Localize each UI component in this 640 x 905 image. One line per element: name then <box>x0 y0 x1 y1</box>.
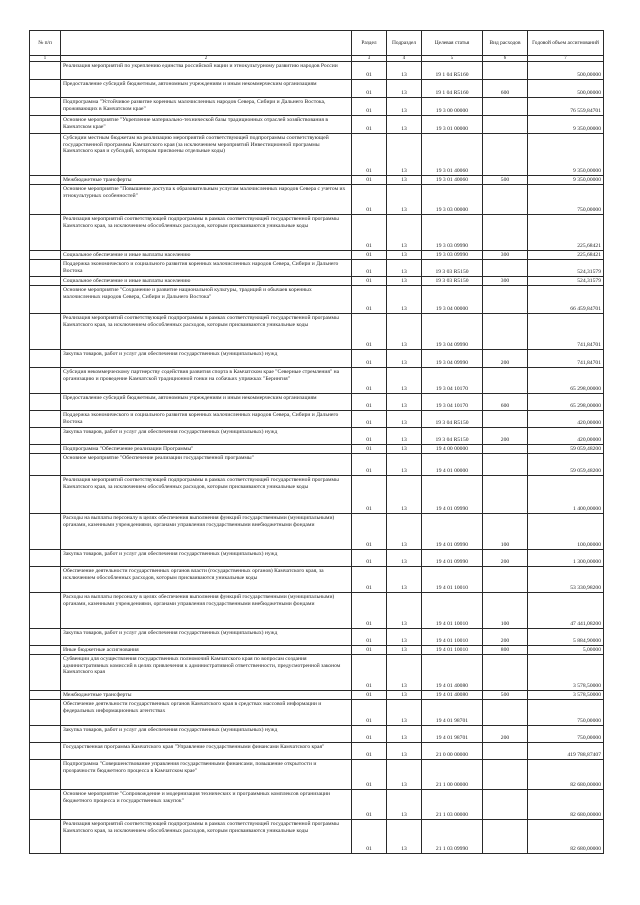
row-podrazdel-cell: 13 <box>387 629 422 646</box>
row-statya-cell: 19 3 03 09990 <box>422 215 483 251</box>
table-row <box>30 286 604 314</box>
table-row <box>30 629 604 646</box>
row-sum-cell: 65 298,00000 <box>528 368 604 394</box>
row-sum-cell: 3 578,50000 <box>528 691 604 700</box>
row-podrazdel-cell: 13 <box>387 80 422 98</box>
row-name-cell: Закупка товаров, работ и услуг для обеспечения государственных (муниципальных) нужд <box>61 428 352 445</box>
table-row <box>30 314 604 350</box>
row-name-cell: Подпрограмма "Обеспечение реализации Программы" <box>61 445 352 454</box>
row-vid-cell <box>483 790 528 820</box>
row-statya-cell: 19 3 04 10170 <box>422 368 483 394</box>
row-name-cell: Обеспечение деятельности государственных органов власти (государственных органов) Камчатского края, за исключением обособленных расходов, которым присваиваются уникальные коды <box>61 567 352 593</box>
budget-table <box>29 30 604 854</box>
row-number-cell <box>30 286 61 314</box>
row-number-cell <box>30 277 61 286</box>
row-number-cell <box>30 760 61 790</box>
table-row <box>30 567 604 593</box>
table-row <box>30 62 604 80</box>
row-statya-cell: 21 1 03 09990 <box>422 820 483 854</box>
row-podrazdel-cell: 13 <box>387 368 422 394</box>
row-statya-cell: 19 4 01 40080 <box>422 655 483 691</box>
row-name-cell: Иные бюджетные ассигнования <box>61 646 352 655</box>
row-name-cell: Социальное обеспечение и иные выплаты населению <box>61 251 352 260</box>
row-razdel-cell: 01 <box>352 700 387 726</box>
row-sum-cell: 225,68421 <box>528 251 604 260</box>
row-statya-cell: 19 3 01 40060 <box>422 176 483 185</box>
row-statya-cell: 19 3 04 00000 <box>422 286 483 314</box>
table-row <box>30 116 604 134</box>
row-podrazdel-cell: 13 <box>387 350 422 368</box>
row-sum-cell: 524,31579 <box>528 260 604 277</box>
row-name-cell: Субсидия некоммерческому партнерству содействия развития спорта в Камчатском крае "Северные стремления" на организацию и проведение Камчатской традиционной гонки на собачьих упряжках "Берингия" <box>61 368 352 394</box>
row-statya-cell: 19 3 04 09990 <box>422 314 483 350</box>
row-number-cell <box>30 215 61 251</box>
row-vid-cell <box>483 286 528 314</box>
row-razdel-cell: 01 <box>352 629 387 646</box>
table-row <box>30 260 604 277</box>
table-row <box>30 350 604 368</box>
row-sum-cell: 3 578,50000 <box>528 655 604 691</box>
row-name-cell: Субвенции для осуществления государственных полномочий Камчатского края по вопросам создания административных комиссий в целях привлечения к административной ответственности, предусмотренной законом Камчатского края <box>61 655 352 691</box>
table-row <box>30 743 604 760</box>
row-name-cell: Реализация мероприятий соответствующей подпрограммы в рамках соответствующей государственной программы Камчатского края, за исключением обособленных расходов, которым присваиваются уникальные коды <box>61 215 352 251</box>
row-name-cell: Расходы на выплаты персоналу в целях обеспечения выполнения функций государственными (муниципальными) органами, казенными учреждениями, органами управления государственными внебюджетными фондами <box>61 593 352 629</box>
row-statya-cell: 19 3 01 40060 <box>422 134 483 176</box>
row-number-cell <box>30 820 61 854</box>
row-podrazdel-cell: 13 <box>387 62 422 80</box>
row-vid-cell: 200 <box>483 428 528 445</box>
row-statya-cell: 21 1 03 00000 <box>422 790 483 820</box>
row-name-cell: Основное мероприятие "Сопровождение и модернизация технических и программных комплексов организации бюджетного процесса и государственных закупок" <box>61 790 352 820</box>
row-podrazdel-cell: 13 <box>387 411 422 428</box>
table-row <box>30 368 604 394</box>
row-podrazdel-cell: 13 <box>387 514 422 550</box>
column-number: 3 <box>352 56 387 62</box>
row-podrazdel-cell: 13 <box>387 760 422 790</box>
header-name <box>61 31 352 56</box>
row-number-cell <box>30 368 61 394</box>
column-number: 5 <box>422 56 483 62</box>
row-statya-cell: 19 4 01 09990 <box>422 550 483 567</box>
row-statya-cell: 19 1 04 R5160 <box>422 80 483 98</box>
row-vid-cell: 200 <box>483 726 528 743</box>
row-number-cell <box>30 116 61 134</box>
row-statya-cell: 19 3 04 10170 <box>422 394 483 411</box>
row-number-cell <box>30 691 61 700</box>
row-name-cell: Предоставление субсидий бюджетным, автономным учреждениям и иным некоммерческим организациям <box>61 394 352 411</box>
row-statya-cell: 21 1 00 00000 <box>422 760 483 790</box>
row-sum-cell: 47 441,08200 <box>528 593 604 629</box>
row-vid-cell <box>483 445 528 454</box>
row-razdel-cell: 01 <box>352 454 387 476</box>
row-sum-cell: 82 680,00000 <box>528 760 604 790</box>
row-sum-cell: 420,00000 <box>528 411 604 428</box>
row-sum-cell: 65 298,00000 <box>528 394 604 411</box>
row-name-cell: Межбюджетные трансферты <box>61 176 352 185</box>
row-vid-cell: 300 <box>483 277 528 286</box>
row-statya-cell: 19 4 01 10010 <box>422 593 483 629</box>
row-sum-cell: 1 300,00000 <box>528 550 604 567</box>
row-vid-cell <box>483 476 528 514</box>
row-name-cell: Закупка товаров, работ и услуг для обеспечения государственных (муниципальных) нужд <box>61 629 352 646</box>
row-vid-cell: 600 <box>483 394 528 411</box>
row-vid-cell <box>483 760 528 790</box>
row-statya-cell: 19 4 00 00000 <box>422 445 483 454</box>
row-podrazdel-cell: 13 <box>387 394 422 411</box>
row-number-cell <box>30 514 61 550</box>
row-number-cell <box>30 550 61 567</box>
row-statya-cell: 19 4 01 00000 <box>422 454 483 476</box>
table-row <box>30 726 604 743</box>
row-name-cell: Подпрограмма "Совершенствование управления государственными финансами, повышение открытости и прозрачности бюджетного процесса в Камчатском крае" <box>61 760 352 790</box>
row-sum-cell: 1 400,00000 <box>528 476 604 514</box>
row-razdel-cell: 01 <box>352 820 387 854</box>
row-sum-cell: 66 459,84701 <box>528 286 604 314</box>
row-vid-cell <box>483 116 528 134</box>
row-vid-cell <box>483 655 528 691</box>
row-razdel-cell: 01 <box>352 411 387 428</box>
row-podrazdel-cell: 13 <box>387 134 422 176</box>
row-sum-cell: 524,31579 <box>528 277 604 286</box>
row-razdel-cell: 01 <box>352 726 387 743</box>
row-sum-cell: 100,00000 <box>528 514 604 550</box>
table-row <box>30 134 604 176</box>
row-sum-cell: 76 559,84701 <box>528 98 604 116</box>
row-podrazdel-cell: 13 <box>387 743 422 760</box>
row-podrazdel-cell: 13 <box>387 691 422 700</box>
row-name-cell: Реализация мероприятий соответствующей подпрограммы в рамках соответствующей государственной программы Камчатского края, за исключением обособленных расходов, которым присваиваются уникальные коды <box>61 314 352 350</box>
row-statya-cell: 19 4 01 98701 <box>422 726 483 743</box>
table-row <box>30 550 604 567</box>
row-sum-cell: 500,00000 <box>528 80 604 98</box>
table-row <box>30 185 604 215</box>
table-row <box>30 394 604 411</box>
row-podrazdel-cell: 13 <box>387 260 422 277</box>
row-sum-cell: 9 350,00000 <box>528 134 604 176</box>
row-razdel-cell: 01 <box>352 116 387 134</box>
table-row <box>30 98 604 116</box>
row-statya-cell: 19 4 01 98701 <box>422 700 483 726</box>
row-podrazdel-cell: 13 <box>387 215 422 251</box>
table-row <box>30 277 604 286</box>
row-razdel-cell: 01 <box>352 368 387 394</box>
row-vid-cell <box>483 62 528 80</box>
row-name-cell: Реализация мероприятий соответствующей подпрограммы в рамках соответствующей государственной программы Камчатского края, за исключением обособленных расходов, которым присваиваются уникальные коды <box>61 476 352 514</box>
table-header-row <box>30 31 604 56</box>
table-row <box>30 646 604 655</box>
table-row <box>30 80 604 98</box>
row-number-cell <box>30 394 61 411</box>
row-razdel-cell: 01 <box>352 514 387 550</box>
row-podrazdel-cell: 13 <box>387 428 422 445</box>
column-number: 6 <box>483 56 528 62</box>
row-razdel-cell: 01 <box>352 314 387 350</box>
table-row <box>30 476 604 514</box>
row-sum-cell: 82 680,00000 <box>528 790 604 820</box>
row-name-cell: Государственная программа Камчатского края "Управление государственными финансами Камчатского края" <box>61 743 352 760</box>
row-name-cell: Основное мероприятие "Обеспечение реализации государственной программы" <box>61 454 352 476</box>
row-name-cell: Закупка товаров, работ и услуг для обеспечения государственных (муниципальных) нужд <box>61 350 352 368</box>
column-number: 4 <box>387 56 422 62</box>
header-number: № п/п <box>30 31 61 56</box>
table-row <box>30 593 604 629</box>
row-number-cell <box>30 593 61 629</box>
column-number: 1 <box>30 56 61 62</box>
row-name-cell: Закупка товаров, работ и услуг для обеспечения государственных (муниципальных) нужд <box>61 550 352 567</box>
row-number-cell <box>30 445 61 454</box>
row-razdel-cell: 01 <box>352 445 387 454</box>
row-razdel-cell: 01 <box>352 593 387 629</box>
row-sum-cell: 5 884,90000 <box>528 629 604 646</box>
row-razdel-cell: 01 <box>352 760 387 790</box>
row-name-cell: Основное мероприятие "Повышение доступа к образовательным услугам малочисленных народов Севера с учетом их этнокультурных особенностей" <box>61 185 352 215</box>
row-vid-cell: 100 <box>483 593 528 629</box>
row-razdel-cell: 01 <box>352 98 387 116</box>
row-name-cell: Предоставление субсидий бюджетным, автономным учреждениям и иным некоммерческим организациям <box>61 80 352 98</box>
row-vid-cell <box>483 134 528 176</box>
row-razdel-cell: 01 <box>352 394 387 411</box>
row-sum-cell: 750,00000 <box>528 185 604 215</box>
header-razdel: Раздел <box>352 31 387 56</box>
row-number-cell <box>30 700 61 726</box>
row-number-cell <box>30 350 61 368</box>
row-number-cell <box>30 629 61 646</box>
row-vid-cell: 500 <box>483 176 528 185</box>
row-statya-cell: 19 3 04 R5150 <box>422 411 483 428</box>
row-podrazdel-cell: 13 <box>387 550 422 567</box>
row-vid-cell <box>483 215 528 251</box>
row-statya-cell: 19 4 01 10010 <box>422 567 483 593</box>
row-number-cell <box>30 134 61 176</box>
row-vid-cell <box>483 98 528 116</box>
column-number: 2 <box>61 56 352 62</box>
header-podrazdel: Подраздел <box>387 31 422 56</box>
row-vid-cell <box>483 314 528 350</box>
row-sum-cell: 9 350,00000 <box>528 176 604 185</box>
row-number-cell <box>30 428 61 445</box>
table-row <box>30 428 604 445</box>
row-sum-cell: 9 350,00000 <box>528 116 604 134</box>
row-vid-cell <box>483 454 528 476</box>
row-name-cell: Социальное обеспечение и иные выплаты населению <box>61 277 352 286</box>
row-number-cell <box>30 646 61 655</box>
row-razdel-cell: 01 <box>352 215 387 251</box>
row-statya-cell: 21 0 00 00000 <box>422 743 483 760</box>
table-row <box>30 411 604 428</box>
row-vid-cell: 800 <box>483 646 528 655</box>
table-row <box>30 454 604 476</box>
row-sum-cell: 750,00000 <box>528 700 604 726</box>
row-sum-cell: 5,00000 <box>528 646 604 655</box>
table-row <box>30 251 604 260</box>
row-vid-cell <box>483 411 528 428</box>
row-razdel-cell: 01 <box>352 185 387 215</box>
row-vid-cell: 200 <box>483 350 528 368</box>
header-sum: Годовой объем ассигнований <box>528 31 604 56</box>
row-vid-cell <box>483 185 528 215</box>
row-podrazdel-cell: 13 <box>387 820 422 854</box>
row-razdel-cell: 01 <box>352 176 387 185</box>
row-podrazdel-cell: 13 <box>387 726 422 743</box>
table-row <box>30 820 604 854</box>
row-podrazdel-cell: 13 <box>387 286 422 314</box>
row-number-cell <box>30 655 61 691</box>
row-vid-cell: 200 <box>483 629 528 646</box>
column-number: 7 <box>528 56 604 62</box>
row-statya-cell: 19 4 01 09990 <box>422 476 483 514</box>
row-name-cell: Закупка товаров, работ и услуг для обеспечения государственных (муниципальных) нужд <box>61 726 352 743</box>
row-name-cell: Основное мероприятие "Укрепление материально-технической базы традиционных отраслей хозяйствования в Камчатском крае" <box>61 116 352 134</box>
row-podrazdel-cell: 13 <box>387 98 422 116</box>
row-vid-cell: 300 <box>483 251 528 260</box>
row-podrazdel-cell: 13 <box>387 176 422 185</box>
row-podrazdel-cell: 13 <box>387 593 422 629</box>
row-sum-cell: 53 330,98200 <box>528 567 604 593</box>
row-vid-cell <box>483 567 528 593</box>
row-number-cell <box>30 251 61 260</box>
header-statya: Целевая статья <box>422 31 483 56</box>
row-razdel-cell: 01 <box>352 350 387 368</box>
row-vid-cell: 100 <box>483 514 528 550</box>
row-number-cell <box>30 98 61 116</box>
row-razdel-cell: 01 <box>352 567 387 593</box>
row-name-cell: Межбюджетные трансферты <box>61 691 352 700</box>
row-statya-cell: 19 3 01 00000 <box>422 116 483 134</box>
row-number-cell <box>30 454 61 476</box>
row-razdel-cell: 01 <box>352 134 387 176</box>
row-podrazdel-cell: 13 <box>387 185 422 215</box>
row-sum-cell: 59 059,48200 <box>528 445 604 454</box>
row-podrazdel-cell: 13 <box>387 700 422 726</box>
row-number-cell <box>30 314 61 350</box>
row-number-cell <box>30 411 61 428</box>
table-body <box>30 62 604 854</box>
row-podrazdel-cell: 13 <box>387 655 422 691</box>
row-podrazdel-cell: 13 <box>387 314 422 350</box>
row-razdel-cell: 01 <box>352 62 387 80</box>
row-vid-cell: 500 <box>483 691 528 700</box>
row-statya-cell: 19 4 01 10010 <box>422 646 483 655</box>
row-name-cell: Реализация мероприятий по укреплению единства российской нации и этнокультурному развитию народов России <box>61 62 352 80</box>
row-statya-cell: 19 4 01 40080 <box>422 691 483 700</box>
row-sum-cell: 500,00000 <box>528 62 604 80</box>
row-number-cell <box>30 567 61 593</box>
row-name-cell: Поддержка экономического и социального развития коренных малочисленных народов Севера, Сибири и Дальнего Востока <box>61 411 352 428</box>
table-row <box>30 514 604 550</box>
row-sum-cell: 741,84701 <box>528 314 604 350</box>
row-name-cell: Реализация мероприятий соответствующей подпрограммы в рамках соответствующей государственной программы Камчатского края, за исключением обособленных расходов, которым присваиваются уникальные коды <box>61 820 352 854</box>
row-name-cell: Обеспечение деятельности государственных органов Камчатского края в средствах массовой информации и федеральных информационных агентствах <box>61 700 352 726</box>
row-podrazdel-cell: 13 <box>387 277 422 286</box>
row-number-cell <box>30 62 61 80</box>
row-sum-cell: 59 059,48200 <box>528 454 604 476</box>
table-row <box>30 700 604 726</box>
row-name-cell: Поддержка экономического и социального развития коренных малочисленных народов Севера, Сибири и Дальнего Востока <box>61 260 352 277</box>
row-sum-cell: 420,00000 <box>528 428 604 445</box>
table-row <box>30 760 604 790</box>
row-podrazdel-cell: 13 <box>387 116 422 134</box>
row-vid-cell <box>483 260 528 277</box>
row-podrazdel-cell: 13 <box>387 646 422 655</box>
row-statya-cell: 19 3 03 09990 <box>422 251 483 260</box>
row-statya-cell: 19 3 03 R5150 <box>422 277 483 286</box>
row-podrazdel-cell: 13 <box>387 476 422 514</box>
row-podrazdel-cell: 13 <box>387 251 422 260</box>
row-sum-cell: 741,84701 <box>528 350 604 368</box>
row-podrazdel-cell: 13 <box>387 567 422 593</box>
row-sum-cell: 419 788,87407 <box>528 743 604 760</box>
row-statya-cell: 19 3 03 00000 <box>422 185 483 215</box>
row-number-cell <box>30 176 61 185</box>
table-row <box>30 691 604 700</box>
row-number-cell <box>30 80 61 98</box>
row-number-cell <box>30 260 61 277</box>
row-vid-cell: 200 <box>483 550 528 567</box>
row-podrazdel-cell: 13 <box>387 445 422 454</box>
row-vid-cell: 600 <box>483 80 528 98</box>
header-vid: Вид расходов <box>483 31 528 56</box>
row-statya-cell: 19 3 04 09990 <box>422 350 483 368</box>
row-vid-cell <box>483 700 528 726</box>
row-number-cell <box>30 185 61 215</box>
row-razdel-cell: 01 <box>352 655 387 691</box>
row-podrazdel-cell: 13 <box>387 790 422 820</box>
row-sum-cell: 225,68421 <box>528 215 604 251</box>
row-podrazdel-cell: 13 <box>387 454 422 476</box>
row-razdel-cell: 01 <box>352 260 387 277</box>
row-razdel-cell: 01 <box>352 80 387 98</box>
row-statya-cell: 19 3 04 R5150 <box>422 428 483 445</box>
row-statya-cell: 19 4 01 10010 <box>422 629 483 646</box>
row-statya-cell: 19 3 03 R5150 <box>422 260 483 277</box>
row-razdel-cell: 01 <box>352 251 387 260</box>
table-row <box>30 176 604 185</box>
row-razdel-cell: 01 <box>352 691 387 700</box>
row-name-cell: Субсидии местным бюджетам на реализацию мероприятий соответствующей подпрограммы соответствующей государственной программы Камчатского края (за исключением мероприятий Инвестиционной программы Камчатского края и субсидий, которым присвоены отдельные коды) <box>61 134 352 176</box>
table-row <box>30 445 604 454</box>
row-name-cell: Подпрограмма "Устойчивое развитие коренных малочисленных народов Севера, Сибири и Дальнего Востока, проживающих в Камчатском крае" <box>61 98 352 116</box>
row-razdel-cell: 01 <box>352 743 387 760</box>
budget-table-page <box>29 30 603 876</box>
row-razdel-cell: 01 <box>352 790 387 820</box>
row-statya-cell: 19 1 04 R5160 <box>422 62 483 80</box>
row-sum-cell: 82 680,00000 <box>528 820 604 854</box>
row-number-cell <box>30 743 61 760</box>
table-row <box>30 215 604 251</box>
row-razdel-cell: 01 <box>352 277 387 286</box>
row-vid-cell <box>483 368 528 394</box>
row-statya-cell: 19 3 00 00000 <box>422 98 483 116</box>
table-row <box>30 655 604 691</box>
row-name-cell: Расходы на выплаты персоналу в целях обеспечения выполнения функций государственными (муниципальными) органами, казенными учреждениями, органами управления государственными внебюджетными фондами <box>61 514 352 550</box>
row-name-cell: Основное мероприятие "Сохранение и развитие национальной культуры, традиций и обычаев коренных малочисленных народов Севера, Сибири и Дальнего Востока" <box>61 286 352 314</box>
row-vid-cell <box>483 820 528 854</box>
row-razdel-cell: 01 <box>352 646 387 655</box>
row-number-cell <box>30 476 61 514</box>
row-razdel-cell: 01 <box>352 428 387 445</box>
row-vid-cell <box>483 743 528 760</box>
row-razdel-cell: 01 <box>352 550 387 567</box>
row-number-cell <box>30 726 61 743</box>
row-number-cell <box>30 790 61 820</box>
table-row <box>30 790 604 820</box>
row-razdel-cell: 01 <box>352 286 387 314</box>
row-razdel-cell: 01 <box>352 476 387 514</box>
row-statya-cell: 19 4 01 09990 <box>422 514 483 550</box>
row-sum-cell: 750,00000 <box>528 726 604 743</box>
